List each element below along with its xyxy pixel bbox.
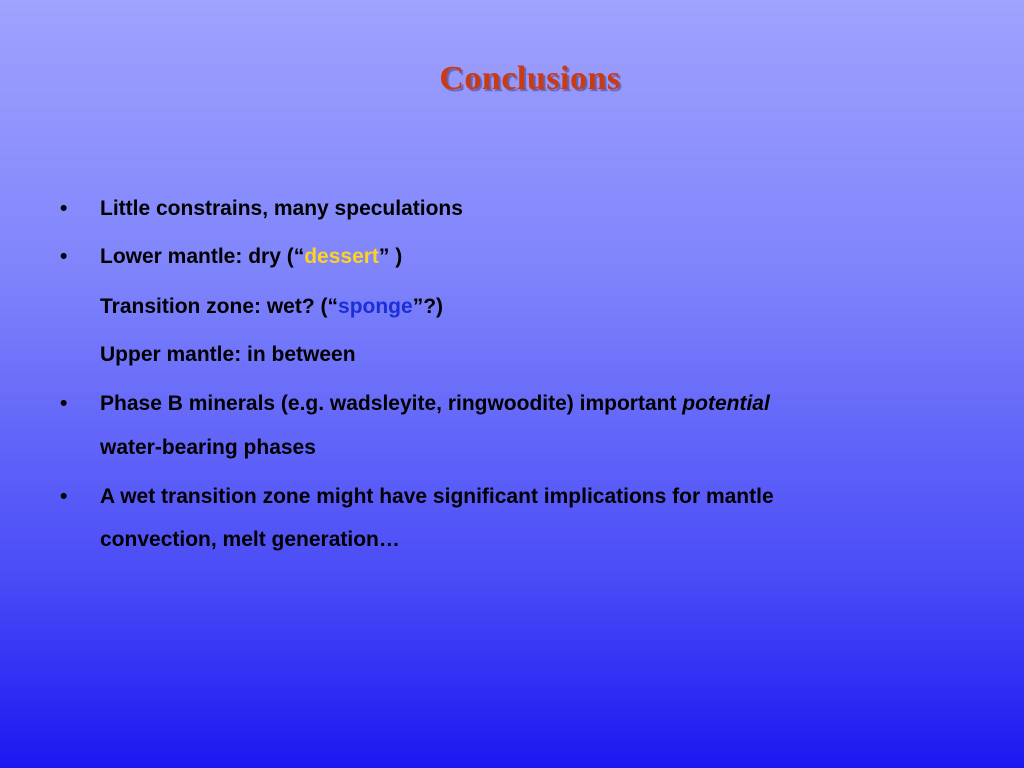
bullet-item-constraints [100,195,463,223]
bullet-item-lower-mantle [100,243,402,271]
highlight-word-dessert: dessert [304,245,379,268]
bullet-text: Upper mantle: in between [100,343,356,366]
bullet-marker: • [60,485,68,508]
slide-title: Conclusions [439,60,621,97]
bullet-item-wet-transition [100,483,774,511]
bullet-text: Phase B minerals (e.g. wadsleyite, ringwoodite) important [100,392,683,415]
bullet-item-phase-b [100,390,770,418]
bullet-item-wet-transition-continued [100,526,400,554]
bullet-text: ”?) [412,295,444,318]
bullet-marker: • [60,392,68,415]
bullet-text: Little constrains, many speculations [100,197,463,220]
bullet-item-phase-b-continued [100,434,316,462]
bullet-marker: • [60,245,68,268]
bullet-text: A wet transition zone might have significant implications for mantle [100,485,774,508]
emphasis-word-potential: potential [682,392,770,415]
bullet-text: Transition zone: wet? (“ [100,295,339,318]
sub-line-transition-zone [100,293,443,321]
bullet-text: ” ) [378,245,403,268]
bullet-text: convection, melt generation… [100,528,400,551]
bullet-text: Lower mantle: dry (“ [100,245,305,268]
sub-line-upper-mantle [100,341,356,369]
bullet-marker: • [60,197,68,220]
bullet-text: water-bearing phases [100,436,316,459]
highlight-word-sponge: sponge [338,295,413,318]
